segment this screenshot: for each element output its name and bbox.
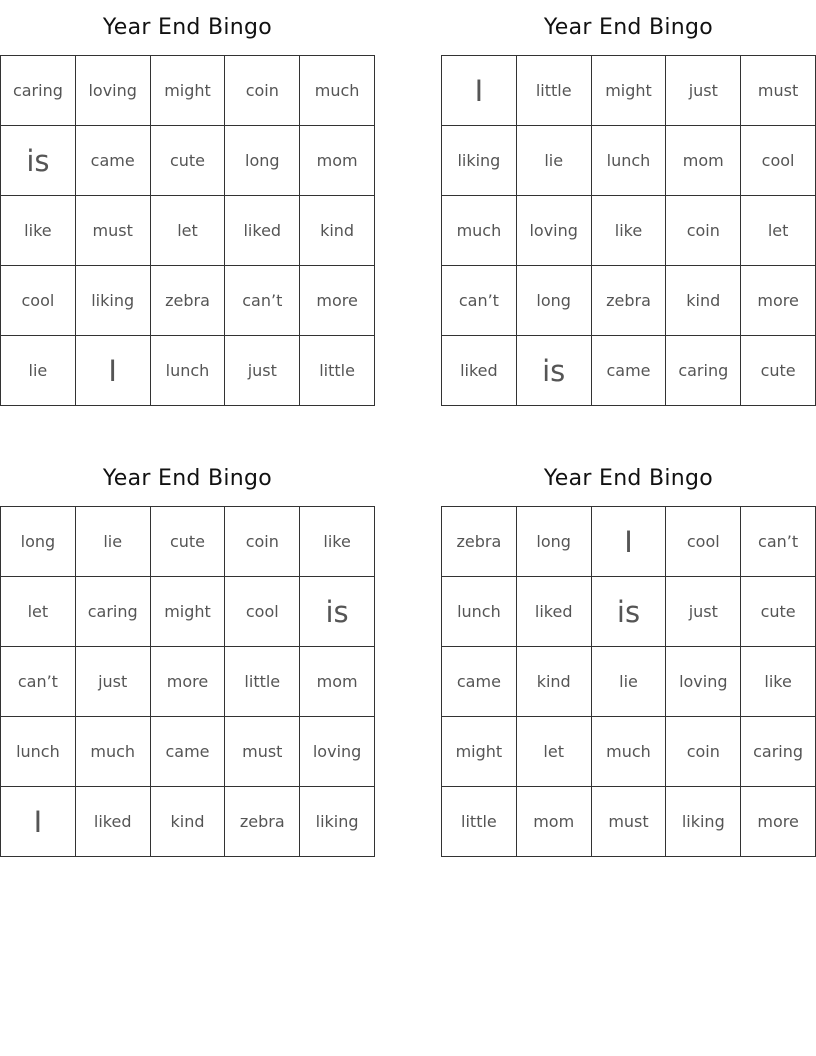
bingo-cell: like xyxy=(741,647,816,717)
bingo-cell: like xyxy=(300,507,375,577)
bingo-card-4 xyxy=(441,451,816,857)
bingo-cell: more xyxy=(300,266,375,336)
bingo-cell: cool xyxy=(666,507,741,577)
bingo-cell: caring xyxy=(666,336,741,406)
bingo-cell: loving xyxy=(517,196,592,266)
bingo-cell: might xyxy=(592,56,667,126)
bingo-cell: lie xyxy=(592,647,667,717)
bingo-cell: let xyxy=(741,196,816,266)
bingo-cell: can’t xyxy=(225,266,300,336)
bingo-cell: much xyxy=(442,196,517,266)
bingo-cell: caring xyxy=(76,577,151,647)
bingo-cell: little xyxy=(225,647,300,717)
bingo-cell: came xyxy=(151,717,226,787)
bingo-cell: is xyxy=(517,336,592,406)
bingo-cell: can’t xyxy=(442,266,517,336)
bingo-cell: I xyxy=(76,336,151,406)
bingo-cell: liked xyxy=(76,787,151,857)
bingo-cell: zebra xyxy=(151,266,226,336)
bingo-card-1 xyxy=(0,0,375,406)
bingo-cell: just xyxy=(76,647,151,717)
bingo-cell: I xyxy=(592,507,667,577)
bingo-cell: coin xyxy=(666,717,741,787)
bingo-cell: lie xyxy=(1,336,76,406)
bingo-cell: loving xyxy=(666,647,741,717)
bingo-cell: can’t xyxy=(1,647,76,717)
bingo-cell: like xyxy=(592,196,667,266)
bingo-cell: lie xyxy=(76,507,151,577)
bingo-cell: liked xyxy=(442,336,517,406)
bingo-cell: long xyxy=(225,126,300,196)
bingo-cell: cute xyxy=(741,336,816,406)
bingo-cell: let xyxy=(1,577,76,647)
bingo-cell: mom xyxy=(517,787,592,857)
bingo-cell: cool xyxy=(225,577,300,647)
bingo-cell: must xyxy=(76,196,151,266)
bingo-cell: lunch xyxy=(442,577,517,647)
bingo-cell: coin xyxy=(225,507,300,577)
bingo-cell: caring xyxy=(741,717,816,787)
bingo-cell: little xyxy=(442,787,517,857)
bingo-cell: just xyxy=(666,577,741,647)
bingo-cell: coin xyxy=(666,196,741,266)
card-title: Year End Bingo xyxy=(102,466,273,491)
bingo-cell: more xyxy=(741,787,816,857)
bingo-cell: just xyxy=(225,336,300,406)
bingo-cell: came xyxy=(76,126,151,196)
bingo-cell: liked xyxy=(517,577,592,647)
bingo-cell: mom xyxy=(300,126,375,196)
bingo-grid xyxy=(0,55,375,406)
bingo-cell: must xyxy=(225,717,300,787)
bingo-cell: more xyxy=(741,266,816,336)
bingo-cell: just xyxy=(666,56,741,126)
bingo-grid xyxy=(441,55,816,406)
bingo-cell: loving xyxy=(76,56,151,126)
bingo-cell: can’t xyxy=(741,507,816,577)
bingo-cell: is xyxy=(592,577,667,647)
bingo-cell: came xyxy=(592,336,667,406)
bingo-cell: liking xyxy=(666,787,741,857)
bingo-card-3 xyxy=(0,451,375,857)
bingo-cell: long xyxy=(1,507,76,577)
bingo-cell: zebra xyxy=(442,507,517,577)
bingo-cell: let xyxy=(151,196,226,266)
bingo-cell: more xyxy=(151,647,226,717)
bingo-cell: liking xyxy=(300,787,375,857)
bingo-cell: lunch xyxy=(1,717,76,787)
bingo-cell: I xyxy=(1,787,76,857)
bingo-cell: lie xyxy=(517,126,592,196)
bingo-cell: mom xyxy=(666,126,741,196)
bingo-cell: cool xyxy=(741,126,816,196)
bingo-cell: might xyxy=(151,577,226,647)
bingo-cell: long xyxy=(517,266,592,336)
bingo-cell: zebra xyxy=(592,266,667,336)
bingo-cell: cool xyxy=(1,266,76,336)
bingo-cell: cute xyxy=(151,507,226,577)
bingo-cell: much xyxy=(76,717,151,787)
bingo-cell: little xyxy=(300,336,375,406)
bingo-cell: liked xyxy=(225,196,300,266)
bingo-cell: kind xyxy=(517,647,592,717)
bingo-cell: must xyxy=(741,56,816,126)
bingo-grid xyxy=(0,506,375,857)
bingo-cell: lunch xyxy=(151,336,226,406)
bingo-cell: liking xyxy=(76,266,151,336)
bingo-cell: let xyxy=(517,717,592,787)
bingo-cell: kind xyxy=(300,196,375,266)
card-title: Year End Bingo xyxy=(543,466,714,491)
bingo-cell: lunch xyxy=(592,126,667,196)
bingo-card-2 xyxy=(441,0,816,406)
bingo-cell: coin xyxy=(225,56,300,126)
bingo-cell: is xyxy=(1,126,76,196)
bingo-cell: caring xyxy=(1,56,76,126)
bingo-cell: might xyxy=(442,717,517,787)
bingo-cell: zebra xyxy=(225,787,300,857)
bingo-cell: I xyxy=(442,56,517,126)
card-title: Year End Bingo xyxy=(102,15,273,40)
bingo-cell: much xyxy=(592,717,667,787)
bingo-cell: is xyxy=(300,577,375,647)
bingo-cell: much xyxy=(300,56,375,126)
bingo-cell: little xyxy=(517,56,592,126)
bingo-cell: mom xyxy=(300,647,375,717)
bingo-cell: long xyxy=(517,507,592,577)
bingo-cell: kind xyxy=(151,787,226,857)
bingo-cell: cute xyxy=(151,126,226,196)
bingo-cell: kind xyxy=(666,266,741,336)
bingo-cell: like xyxy=(1,196,76,266)
card-title: Year End Bingo xyxy=(543,15,714,40)
bingo-cell: liking xyxy=(442,126,517,196)
bingo-cell: came xyxy=(442,647,517,717)
bingo-grid xyxy=(441,506,816,857)
bingo-cell: loving xyxy=(300,717,375,787)
bingo-cell: cute xyxy=(741,577,816,647)
bingo-cell: might xyxy=(151,56,226,126)
bingo-cell: must xyxy=(592,787,667,857)
